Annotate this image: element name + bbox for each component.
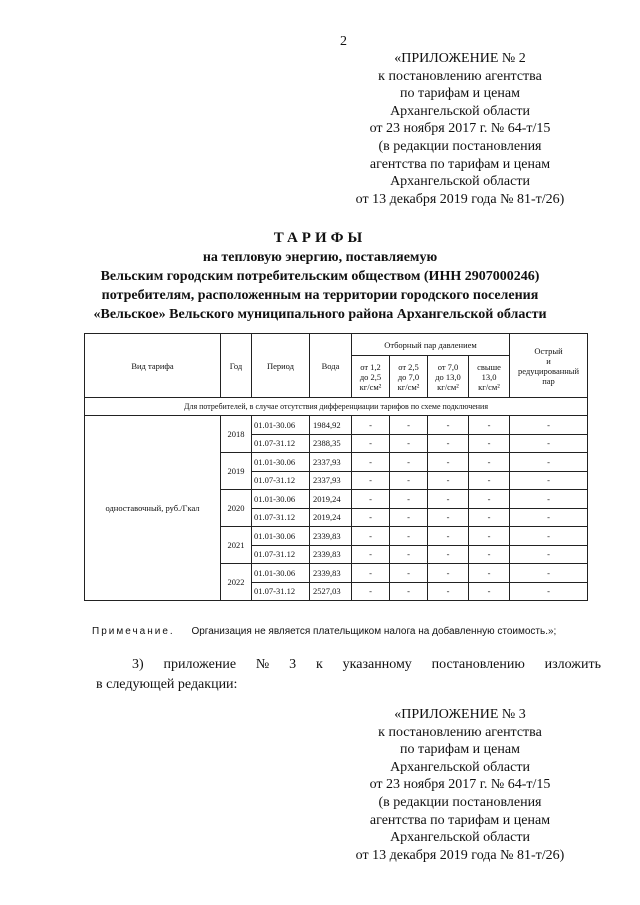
dash-cell: - xyxy=(428,582,469,601)
dash-cell: - xyxy=(469,527,510,546)
header-steam-line: кг/см² xyxy=(359,381,382,392)
header-steam-line: кг/см² xyxy=(437,381,459,392)
dash-cell: - xyxy=(390,564,428,583)
period-cell: 01.01-30.06 xyxy=(252,527,310,546)
dash-cell: - xyxy=(390,545,428,564)
appendix-2-header xyxy=(335,50,585,208)
dash-cell: - xyxy=(352,545,390,564)
dash-cell: - xyxy=(352,471,390,490)
dash-cell: - xyxy=(428,545,469,564)
document-title xyxy=(60,229,580,324)
header-water: Вода xyxy=(310,334,352,398)
dash-cell: - xyxy=(469,434,510,453)
header-tariff-type: Вид тарифа xyxy=(85,334,221,398)
paragraph-word: 3 xyxy=(289,657,297,672)
header-steam-line: 13,0 xyxy=(481,371,497,382)
dash-cell: - xyxy=(390,434,428,453)
year-cell: 2019 xyxy=(221,453,252,490)
period-cell: 01.01-30.06 xyxy=(252,490,310,509)
period-cell: 01.07-31.12 xyxy=(252,508,310,527)
period-cell: 01.07-31.12 xyxy=(252,471,310,490)
dash-cell: - xyxy=(352,508,390,527)
appendix-line: Архангельской области xyxy=(390,830,530,846)
period-cell: 01.01-30.06 xyxy=(252,453,310,472)
dash-cell: - xyxy=(469,490,510,509)
dash-cell: - xyxy=(428,434,469,453)
paragraph-word: к xyxy=(316,657,323,672)
water-cell: 2337,93 xyxy=(310,453,352,472)
header-steam-col xyxy=(428,356,469,398)
paragraph-word: № xyxy=(255,657,270,672)
period-cell: 01.07-31.12 xyxy=(252,434,310,453)
year-cell: 2018 xyxy=(221,416,252,453)
dash-cell: - xyxy=(428,527,469,546)
header-steam-line: от 2,5 xyxy=(398,361,419,372)
dash-cell: - xyxy=(390,508,428,527)
tariff-table xyxy=(84,333,588,601)
note-label: Примечание. xyxy=(92,626,175,637)
paragraph-line-1 xyxy=(96,655,601,675)
appendix-line: агентства по тарифам и ценам xyxy=(369,156,551,172)
dash-cell: - xyxy=(510,416,588,435)
header-steam-group: Отборный пар давлением xyxy=(352,334,510,356)
period-cell: 01.01-30.06 xyxy=(252,564,310,583)
appendix-line: по тарифам и ценам xyxy=(400,742,520,758)
dash-cell: - xyxy=(510,434,588,453)
water-cell: 2388,35 xyxy=(310,434,352,453)
period-cell: 01.01-30.06 xyxy=(252,416,310,435)
paragraph-line-2: в следующей редакции: xyxy=(96,677,238,692)
dash-cell: - xyxy=(510,527,588,546)
appendix-line: «ПРИЛОЖЕНИЕ № 3 xyxy=(394,707,526,722)
instruction-paragraph xyxy=(96,655,601,695)
header-sharp-steam xyxy=(510,334,588,398)
water-cell: 2339,83 xyxy=(310,527,352,546)
appendix-line: «ПРИЛОЖЕНИЕ № 2 xyxy=(394,51,526,66)
dash-cell: - xyxy=(469,564,510,583)
appendix-line: от 23 ноября 2017 г. № 64-т/15 xyxy=(369,121,551,137)
dash-cell: - xyxy=(390,582,428,601)
tariff-type-cell: одноставочный, руб./Гкал xyxy=(85,416,221,601)
dash-cell: - xyxy=(390,527,428,546)
year-cell: 2020 xyxy=(221,490,252,527)
appendix-line: от 23 ноября 2017 г. № 64-т/15 xyxy=(369,777,551,793)
header-period: Период xyxy=(252,334,310,398)
dash-cell: - xyxy=(510,453,588,472)
dash-cell: - xyxy=(390,453,428,472)
water-cell: 2339,83 xyxy=(310,545,352,564)
dash-cell: - xyxy=(428,471,469,490)
note-text: Организация не является плательщиком налога на добавленную стоимость.»; xyxy=(191,626,557,637)
water-cell: 1984,92 xyxy=(310,416,352,435)
dash-cell: - xyxy=(352,582,390,601)
paragraph-word: изложить xyxy=(544,657,601,672)
dash-cell: - xyxy=(428,508,469,527)
dash-cell: - xyxy=(469,471,510,490)
title-line: Вельским городским потребительским обществом (ИНН 2907000246) xyxy=(100,269,540,284)
dash-cell: - xyxy=(428,564,469,583)
table-row xyxy=(85,416,588,435)
header-sharp-line: Острый xyxy=(534,345,563,356)
dash-cell: - xyxy=(352,453,390,472)
paragraph-word: указанному xyxy=(342,657,412,672)
appendix-3-header xyxy=(335,706,585,864)
dash-cell: - xyxy=(469,453,510,472)
header-sharp-line: пар xyxy=(542,375,555,386)
appendix-line: Архангельской области xyxy=(390,174,530,190)
paragraph-word: приложение xyxy=(163,657,237,672)
water-cell: 2019,24 xyxy=(310,508,352,527)
appendix-line: Архангельской области xyxy=(390,103,530,119)
appendix-line: (в редакции постановления xyxy=(378,794,542,810)
water-cell: 2019,24 xyxy=(310,490,352,509)
dash-cell: - xyxy=(390,490,428,509)
dash-cell: - xyxy=(510,508,588,527)
header-steam-col xyxy=(390,356,428,398)
table-caption: Для потребителей, в случае отсутствия дифференциации тарифов по схеме подключения xyxy=(85,398,588,416)
paragraph-word: 3) xyxy=(132,657,144,672)
header-steam-line: до 13,0 xyxy=(435,371,461,382)
header-steam-line: от 7,0 xyxy=(437,361,459,372)
appendix-line: от 13 декабря 2019 года № 81-т/26) xyxy=(355,847,565,863)
year-cell: 2022 xyxy=(221,564,252,601)
appendix-line: агентства по тарифам и ценам xyxy=(369,812,551,828)
header-steam-line: до 7,0 xyxy=(397,371,420,382)
appendix-line: к постановлению агентства xyxy=(378,68,542,84)
water-cell: 2527,03 xyxy=(310,582,352,601)
period-cell: 01.07-31.12 xyxy=(252,545,310,564)
appendix-line: к постановлению агентства xyxy=(378,724,542,740)
appendix-line: Архангельской области xyxy=(390,759,530,775)
title-line: «Вельское» Вельского муниципального района Архангельской области xyxy=(93,307,547,322)
header-steam-line: кг/см² xyxy=(397,381,420,392)
dash-cell: - xyxy=(352,490,390,509)
dash-cell: - xyxy=(469,582,510,601)
header-steam-line: свыше xyxy=(477,361,501,372)
dash-cell: - xyxy=(510,490,588,509)
appendix-line: по тарифам и ценам xyxy=(400,86,520,102)
water-cell: 2337,93 xyxy=(310,471,352,490)
dash-cell: - xyxy=(510,471,588,490)
dash-cell: - xyxy=(469,416,510,435)
year-cell: 2021 xyxy=(221,527,252,564)
page-number: 2 xyxy=(340,34,347,49)
dash-cell: - xyxy=(390,416,428,435)
dash-cell: - xyxy=(352,416,390,435)
dash-cell: - xyxy=(510,545,588,564)
title-heading: ТАРИФЫ xyxy=(273,230,367,246)
dash-cell: - xyxy=(510,564,588,583)
title-line: потребителям, расположенным на территории городского поселения xyxy=(101,288,539,303)
dash-cell: - xyxy=(352,527,390,546)
title-line: на тепловую энергию, поставляемую xyxy=(202,250,438,265)
header-sharp-line: и xyxy=(546,355,551,366)
header-year: Год xyxy=(221,334,252,398)
period-cell: 01.07-31.12 xyxy=(252,582,310,601)
header-steam-line: до 2,5 xyxy=(359,371,382,382)
header-steam-line: от 1,2 xyxy=(360,361,381,372)
dash-cell: - xyxy=(428,453,469,472)
dash-cell: - xyxy=(428,490,469,509)
appendix-line: (в редакции постановления xyxy=(378,138,542,154)
paragraph-word: постановлению xyxy=(431,657,525,672)
header-sharp-line: редуцированный xyxy=(517,365,580,376)
note xyxy=(92,626,556,637)
dash-cell: - xyxy=(469,545,510,564)
header-steam-col xyxy=(352,356,390,398)
dash-cell: - xyxy=(390,471,428,490)
dash-cell: - xyxy=(352,564,390,583)
appendix-line: от 13 декабря 2019 года № 81-т/26) xyxy=(355,191,565,207)
header-steam-line: кг/см² xyxy=(478,381,500,392)
dash-cell: - xyxy=(352,434,390,453)
header-steam-col xyxy=(469,356,510,398)
water-cell: 2339,83 xyxy=(310,564,352,583)
dash-cell: - xyxy=(469,508,510,527)
dash-cell: - xyxy=(428,416,469,435)
dash-cell: - xyxy=(510,582,588,601)
